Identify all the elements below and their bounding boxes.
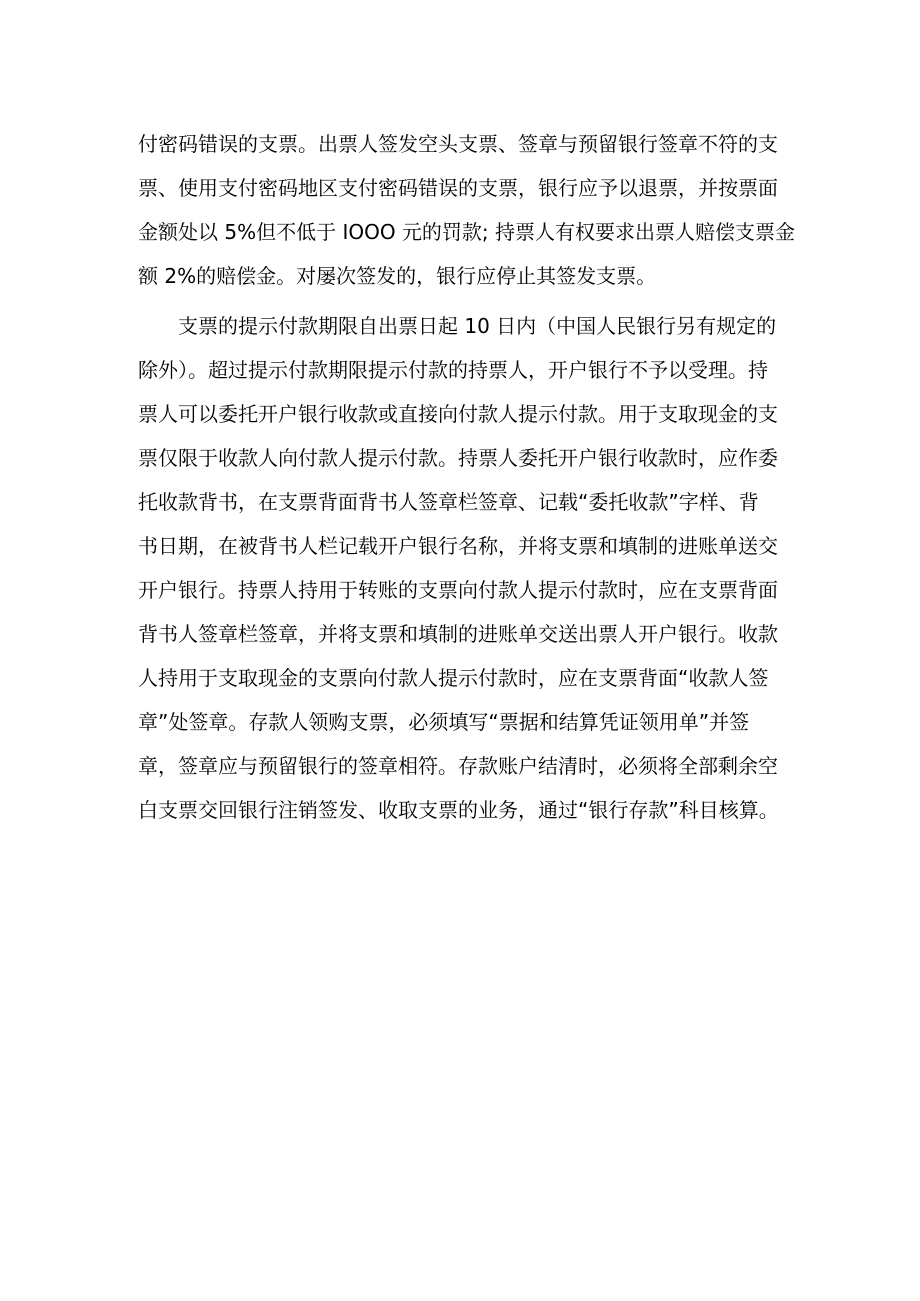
document-body (138, 122, 798, 832)
text-line: 托收款背书，在支票背面背书人签章栏签章、记载“委托收款”字样、背 (138, 490, 759, 514)
text-line: 额 2%的赔偿金。对屡次签发的，银行应停止其签发支票。 (138, 264, 657, 288)
paragraph-1 (138, 122, 798, 298)
text-line: 白支票交回银行注销签发、收取支票的业务，通过“银行存款”科目核算。 (138, 798, 779, 822)
text-line: 章，签章应与预留银行的签章相符。存款账户结清时，必须将全部剩余空 (138, 754, 778, 778)
text-line: 除外）。超过提示付款期限提示付款的持票人，开户银行不予以受理。持 (138, 358, 768, 382)
text-line: 票仅限于收款人向付款人提示付款。持票人委托开户银行收款时，应作委 (138, 446, 778, 470)
text-line: 开户银行。持票人持用于转账的支票向付款人提示付款时，应在支票背面 (138, 578, 778, 602)
text-line: 支票的提示付款期限自出票日起 10 日内（中国人民银行另有规定的 (138, 314, 777, 338)
text-line: 章”处签章。存款人领购支票，必须填写“票据和结算凭证领用单”并签 (138, 710, 750, 734)
text-line: 票、使用支付密码地区支付密码错误的支票，银行应予以退票，并按票面 (138, 176, 778, 200)
text-line: 付密码错误的支票。出票人签发空头支票、签章与预留银行签章不符的支 (138, 132, 778, 156)
text-line: 票人可以委托开户银行收款或直接向付款人提示付款。用于支取现金的支 (138, 402, 778, 426)
text-line: 人持用于支取现金的支票向付款人提示付款时，应在支票背面“收款人签 (138, 666, 769, 690)
text-line: 金额处以 5%但不低于 IOOO 元的罚款; 持票人有权要求出票人赔偿支票金 (138, 220, 796, 244)
paragraph-2 (138, 304, 798, 832)
text-line: 书日期，在被背书人栏记载开户银行名称，并将支票和填制的进账单送交 (138, 534, 778, 558)
text-line: 背书人签章栏签章，并将支票和填制的进账单交送出票人开户银行。收款 (138, 622, 778, 646)
